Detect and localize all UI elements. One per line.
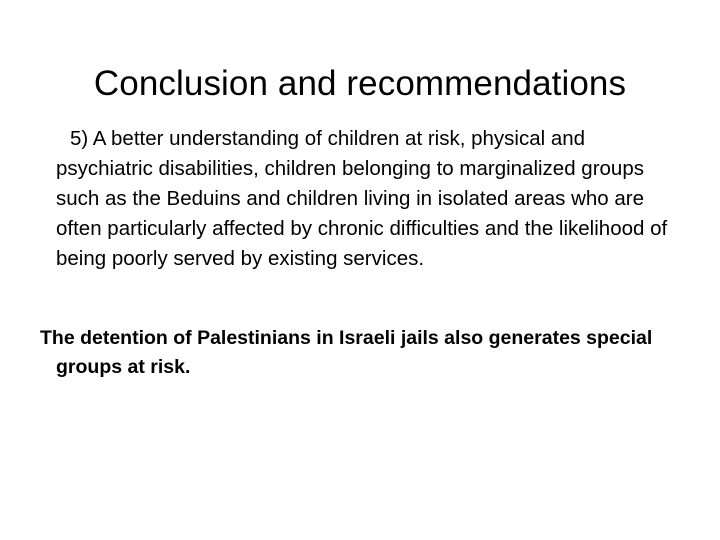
page-title: Conclusion and recommendations	[93, 64, 627, 104]
body-paragraph-point-5: 5) A better understanding of children at risk, physical and psychiatric disabilities, children belonging to marginalized groups such as the Beduins and children living in isolated areas who are often particularly affected by chronic difficulties and the likelihood of being poorly served by existing services.	[56, 127, 668, 270]
slide-body	[40, 124, 680, 382]
body-paragraph-detention-note: The detention of Palestinians in Israeli jails also generates special groups at risk.	[40, 327, 653, 378]
